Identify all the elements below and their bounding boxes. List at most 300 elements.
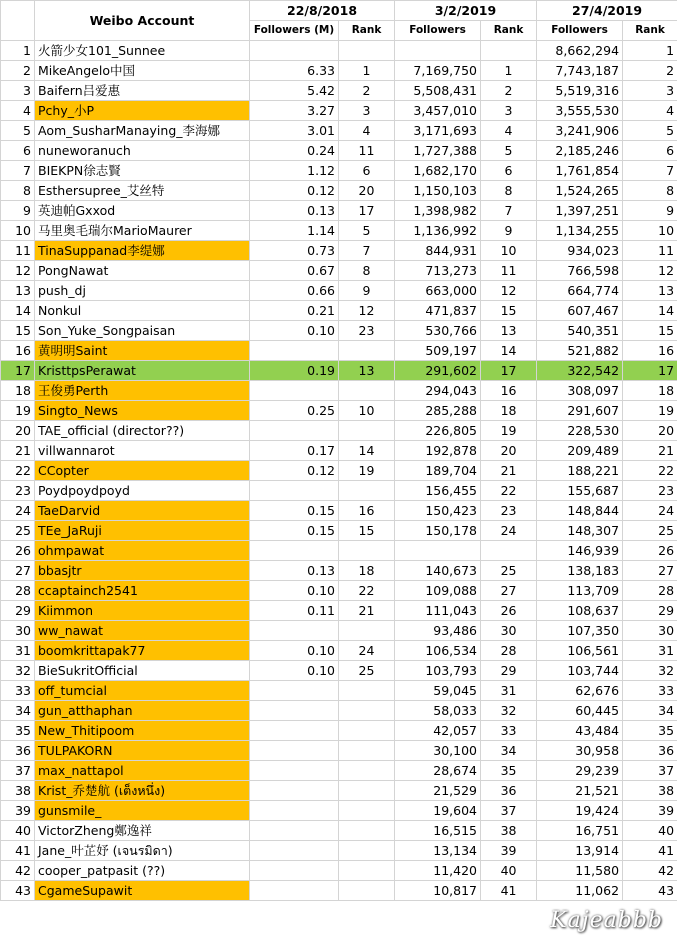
header-row-dates	[1, 1, 677, 21]
followers-m-2018: 0.12	[250, 181, 339, 201]
row-number: 43	[1, 881, 35, 901]
rank-feb-2019: 34	[481, 741, 537, 761]
row-number: 13	[1, 281, 35, 301]
followers-apr-2019: 21,521	[537, 781, 623, 801]
rank-2018: 12	[339, 301, 395, 321]
row-number: 3	[1, 81, 35, 101]
account-name: Baifern吕爱惠	[35, 81, 250, 101]
followers-feb-2019: 16,515	[395, 821, 481, 841]
followers-feb-2019: 93,486	[395, 621, 481, 641]
table-row	[1, 461, 677, 481]
followers-feb-2019: 156,455	[395, 481, 481, 501]
account-name: Kiimmon	[35, 601, 250, 621]
followers-apr-2019: 108,637	[537, 601, 623, 621]
followers-apr-2019: 43,484	[537, 721, 623, 741]
rank-feb-2019: 9	[481, 221, 537, 241]
table-row	[1, 801, 677, 821]
table-row	[1, 241, 677, 261]
table-row	[1, 401, 677, 421]
rank-feb-2019: 10	[481, 241, 537, 261]
followers-feb-2019: 150,178	[395, 521, 481, 541]
followers-feb-2019: 19,604	[395, 801, 481, 821]
followers-feb-2019: 109,088	[395, 581, 481, 601]
followers-apr-2019: 106,561	[537, 641, 623, 661]
followers-m-2018	[250, 781, 339, 801]
followers-apr-2019: 19,424	[537, 801, 623, 821]
account-name: 英迪帕Gxxod	[35, 201, 250, 221]
row-number: 22	[1, 461, 35, 481]
followers-apr-2019: 291,607	[537, 401, 623, 421]
row-number: 21	[1, 441, 35, 461]
followers-apr-2019: 3,241,906	[537, 121, 623, 141]
rank-2018	[339, 421, 395, 441]
rank-apr-2019: 37	[623, 761, 677, 781]
account-name: gun_atthaphan	[35, 701, 250, 721]
followers-feb-2019	[395, 41, 481, 61]
rank-2018	[339, 821, 395, 841]
table-row	[1, 701, 677, 721]
followers-m-2018: 0.66	[250, 281, 339, 301]
followers-m-2018	[250, 621, 339, 641]
rank-apr-2019: 26	[623, 541, 677, 561]
followers-m-2018	[250, 841, 339, 861]
followers-apr-2019: 146,939	[537, 541, 623, 561]
rank-feb-2019: 6	[481, 161, 537, 181]
account-name: villwannarot	[35, 441, 250, 461]
followers-m-2018: 0.24	[250, 141, 339, 161]
followers-m-2018: 0.13	[250, 561, 339, 581]
rank-feb-2019: 7	[481, 201, 537, 221]
rank-feb-2019	[481, 41, 537, 61]
rank-apr-2019: 34	[623, 701, 677, 721]
account-name: PongNawat	[35, 261, 250, 281]
rank-header-1: Rank	[339, 21, 395, 41]
row-number: 30	[1, 621, 35, 641]
followers-apr-2019: 148,844	[537, 501, 623, 521]
watermark-signature: Kajeabbb	[550, 908, 663, 933]
followers-feb-2019: 192,878	[395, 441, 481, 461]
rank-apr-2019: 36	[623, 741, 677, 761]
account-name: Nonkul	[35, 301, 250, 321]
followers-feb-2019: 111,043	[395, 601, 481, 621]
table-row	[1, 101, 677, 121]
rank-apr-2019: 14	[623, 301, 677, 321]
rank-feb-2019: 17	[481, 361, 537, 381]
date-header-feb-2019: 3/2/2019	[395, 1, 537, 21]
row-number: 11	[1, 241, 35, 261]
table-row	[1, 301, 677, 321]
followers-m-2018	[250, 381, 339, 401]
followers-feb-2019: 11,420	[395, 861, 481, 881]
followers-m-2018	[250, 541, 339, 561]
rank-feb-2019: 23	[481, 501, 537, 521]
rank-apr-2019: 3	[623, 81, 677, 101]
rank-feb-2019: 16	[481, 381, 537, 401]
row-number: 32	[1, 661, 35, 681]
rank-feb-2019: 21	[481, 461, 537, 481]
followers-apr-2019: 322,542	[537, 361, 623, 381]
followers-m-2018: 0.21	[250, 301, 339, 321]
table-body	[1, 41, 677, 901]
table-row	[1, 501, 677, 521]
account-name: max_nattapol	[35, 761, 250, 781]
followers-feb-2019: 28,674	[395, 761, 481, 781]
rank-feb-2019: 22	[481, 481, 537, 501]
rank-2018: 3	[339, 101, 395, 121]
followers-feb-2019: 1,727,388	[395, 141, 481, 161]
account-name: Krist_乔楚航 (เต็งหนึ่ง)	[35, 781, 250, 801]
rank-feb-2019: 41	[481, 881, 537, 901]
followers-apr-2019: 13,914	[537, 841, 623, 861]
account-name: 火箭少女101_Sunnee	[35, 41, 250, 61]
followers-apr-2019: 3,555,530	[537, 101, 623, 121]
rank-apr-2019: 9	[623, 201, 677, 221]
followers-feb-2019: 42,057	[395, 721, 481, 741]
followers-apr-2019: 60,445	[537, 701, 623, 721]
table-row	[1, 781, 677, 801]
rank-apr-2019: 16	[623, 341, 677, 361]
followers-feb-2019: 285,288	[395, 401, 481, 421]
followers-feb-2019: 189,704	[395, 461, 481, 481]
followers-apr-2019: 8,662,294	[537, 41, 623, 61]
row-number: 37	[1, 761, 35, 781]
rank-2018: 9	[339, 281, 395, 301]
rank-2018: 1	[339, 61, 395, 81]
followers-feb-2019: 471,837	[395, 301, 481, 321]
row-number: 2	[1, 61, 35, 81]
table-row	[1, 521, 677, 541]
table-row	[1, 641, 677, 661]
followers-m-2018: 1.12	[250, 161, 339, 181]
rank-2018: 15	[339, 521, 395, 541]
followers-apr-2019: 228,530	[537, 421, 623, 441]
rank-apr-2019: 6	[623, 141, 677, 161]
rank-2018	[339, 721, 395, 741]
rank-2018	[339, 861, 395, 881]
table-row	[1, 721, 677, 741]
rank-2018: 16	[339, 501, 395, 521]
rank-2018	[339, 541, 395, 561]
rank-apr-2019: 27	[623, 561, 677, 581]
rank-feb-2019: 26	[481, 601, 537, 621]
weibo-account-header: Weibo Account	[35, 1, 250, 41]
row-number: 25	[1, 521, 35, 541]
followers-apr-2019: 1,397,251	[537, 201, 623, 221]
followers-m-2018: 0.15	[250, 521, 339, 541]
account-name: Singto_News	[35, 401, 250, 421]
rank-feb-2019: 35	[481, 761, 537, 781]
followers-m-2018	[250, 861, 339, 881]
row-number: 8	[1, 181, 35, 201]
rank-feb-2019: 40	[481, 861, 537, 881]
row-number: 15	[1, 321, 35, 341]
table-row	[1, 281, 677, 301]
account-name: ww_nawat	[35, 621, 250, 641]
account-name: TaeDarvid	[35, 501, 250, 521]
table-row	[1, 421, 677, 441]
rank-2018	[339, 701, 395, 721]
followers-apr-2019: 155,687	[537, 481, 623, 501]
followers-feb-2019	[395, 541, 481, 561]
rank-feb-2019: 38	[481, 821, 537, 841]
followers-feb-2019: 1,150,103	[395, 181, 481, 201]
date-header-apr-2019: 27/4/2019	[537, 1, 677, 21]
row-number: 27	[1, 561, 35, 581]
followers-apr-2019: 5,519,316	[537, 81, 623, 101]
rank-feb-2019: 14	[481, 341, 537, 361]
followers-m-2018	[250, 481, 339, 501]
rank-apr-2019: 18	[623, 381, 677, 401]
account-name: cooper_patpasit (??)	[35, 861, 250, 881]
followers-feb-2019: 150,423	[395, 501, 481, 521]
row-number: 1	[1, 41, 35, 61]
followers-apr-2019: 107,350	[537, 621, 623, 641]
account-name: gunsmile_	[35, 801, 250, 821]
followers-m-2018: 0.19	[250, 361, 339, 381]
followers-m-2018: 0.17	[250, 441, 339, 461]
rank-2018: 8	[339, 261, 395, 281]
rank-apr-2019: 39	[623, 801, 677, 821]
account-name: TinaSuppanad李缇娜	[35, 241, 250, 261]
followers-apr-2019: 934,023	[537, 241, 623, 261]
followers-apr-2019: 29,239	[537, 761, 623, 781]
rank-2018: 5	[339, 221, 395, 241]
rank-apr-2019: 8	[623, 181, 677, 201]
rank-apr-2019: 20	[623, 421, 677, 441]
followers-apr-2019: 308,097	[537, 381, 623, 401]
followers-apr-2019: 7,743,187	[537, 61, 623, 81]
followers-feb-2019: 844,931	[395, 241, 481, 261]
followers-apr-2019: 113,709	[537, 581, 623, 601]
rank-apr-2019: 43	[623, 881, 677, 901]
rank-feb-2019: 20	[481, 441, 537, 461]
rank-2018: 7	[339, 241, 395, 261]
row-number: 35	[1, 721, 35, 741]
account-name: 王俊勇Perth	[35, 381, 250, 401]
rank-feb-2019: 31	[481, 681, 537, 701]
account-name: off_tumcial	[35, 681, 250, 701]
followers-m-2018: 0.25	[250, 401, 339, 421]
followers-m-2018: 0.10	[250, 641, 339, 661]
rank-feb-2019: 13	[481, 321, 537, 341]
row-number: 14	[1, 301, 35, 321]
rank-feb-2019: 33	[481, 721, 537, 741]
row-number: 10	[1, 221, 35, 241]
account-name: MikeAngelo中国	[35, 61, 250, 81]
account-name: CCopter	[35, 461, 250, 481]
row-number: 16	[1, 341, 35, 361]
rank-apr-2019: 41	[623, 841, 677, 861]
rank-2018	[339, 801, 395, 821]
rank-2018: 23	[339, 321, 395, 341]
followers-apr-2019: 11,580	[537, 861, 623, 881]
followers-apr-2019: 62,676	[537, 681, 623, 701]
rank-apr-2019: 17	[623, 361, 677, 381]
rank-apr-2019: 21	[623, 441, 677, 461]
rank-2018: 10	[339, 401, 395, 421]
rank-feb-2019: 27	[481, 581, 537, 601]
rank-apr-2019: 1	[623, 41, 677, 61]
rank-feb-2019: 18	[481, 401, 537, 421]
rank-apr-2019: 35	[623, 721, 677, 741]
rank-2018	[339, 41, 395, 61]
account-name: Esthersupree_艾丝特	[35, 181, 250, 201]
followers-apr-2019: 1,761,854	[537, 161, 623, 181]
rank-feb-2019: 11	[481, 261, 537, 281]
rank-apr-2019: 25	[623, 521, 677, 541]
rank-feb-2019: 29	[481, 661, 537, 681]
rank-apr-2019: 28	[623, 581, 677, 601]
row-number: 38	[1, 781, 35, 801]
followers-apr-2019: 1,524,265	[537, 181, 623, 201]
row-number: 28	[1, 581, 35, 601]
table-row	[1, 881, 677, 901]
account-name: Pchy_小P	[35, 101, 250, 121]
account-name: VictorZheng鄭逸祥	[35, 821, 250, 841]
followers-m-2018	[250, 681, 339, 701]
followers-apr-2019: 16,751	[537, 821, 623, 841]
account-name: push_dj	[35, 281, 250, 301]
rank-2018: 2	[339, 81, 395, 101]
rank-feb-2019: 19	[481, 421, 537, 441]
rank-feb-2019: 8	[481, 181, 537, 201]
followers-m-header: Followers (M)	[250, 21, 339, 41]
row-number: 9	[1, 201, 35, 221]
followers-apr-2019: 607,467	[537, 301, 623, 321]
account-name: Son_Yuke_Songpaisan	[35, 321, 250, 341]
rank-2018: 25	[339, 661, 395, 681]
followers-feb-2019: 3,457,010	[395, 101, 481, 121]
row-number: 42	[1, 861, 35, 881]
rank-apr-2019: 15	[623, 321, 677, 341]
rank-2018	[339, 481, 395, 501]
followers-feb-2019: 3,171,693	[395, 121, 481, 141]
rank-apr-2019: 29	[623, 601, 677, 621]
corner-cell	[1, 1, 35, 41]
rank-feb-2019	[481, 541, 537, 561]
table-row	[1, 441, 677, 461]
table-row	[1, 601, 677, 621]
followers-apr-2019: 188,221	[537, 461, 623, 481]
followers-feb-2019: 1,136,992	[395, 221, 481, 241]
rank-apr-2019: 24	[623, 501, 677, 521]
followers-feb-2019: 58,033	[395, 701, 481, 721]
row-number: 34	[1, 701, 35, 721]
rank-2018: 14	[339, 441, 395, 461]
table-row	[1, 561, 677, 581]
table-row	[1, 661, 677, 681]
table-row	[1, 381, 677, 401]
followers-m-2018	[250, 761, 339, 781]
table-row	[1, 481, 677, 501]
rank-apr-2019: 7	[623, 161, 677, 181]
followers-m-2018: 0.13	[250, 201, 339, 221]
table-row	[1, 761, 677, 781]
followers-m-2018	[250, 421, 339, 441]
row-number: 39	[1, 801, 35, 821]
rank-feb-2019: 32	[481, 701, 537, 721]
rank-2018: 18	[339, 561, 395, 581]
followers-m-2018: 0.67	[250, 261, 339, 281]
rank-2018: 21	[339, 601, 395, 621]
rank-apr-2019: 11	[623, 241, 677, 261]
rank-2018	[339, 841, 395, 861]
rank-2018	[339, 781, 395, 801]
followers-m-2018	[250, 741, 339, 761]
followers-apr-2019: 766,598	[537, 261, 623, 281]
followers-apr-2019: 521,882	[537, 341, 623, 361]
followers-feb-2019: 713,273	[395, 261, 481, 281]
rank-feb-2019: 36	[481, 781, 537, 801]
followers-feb-2019: 103,793	[395, 661, 481, 681]
row-number: 18	[1, 381, 35, 401]
followers-feb-2019: 106,534	[395, 641, 481, 661]
rank-2018	[339, 761, 395, 781]
table-row	[1, 161, 677, 181]
followers-m-2018: 5.42	[250, 81, 339, 101]
account-name: BIEKPN徐志賢	[35, 161, 250, 181]
rank-feb-2019: 4	[481, 121, 537, 141]
followers-m-2018: 0.15	[250, 501, 339, 521]
followers-feb-2019: 294,043	[395, 381, 481, 401]
followers-feb-2019: 13,134	[395, 841, 481, 861]
account-name: TULPAKORN	[35, 741, 250, 761]
table-row	[1, 321, 677, 341]
followers-feb-2019: 30,100	[395, 741, 481, 761]
rank-header-2: Rank	[481, 21, 537, 41]
account-name: Poydpoydpoyd	[35, 481, 250, 501]
rank-feb-2019: 5	[481, 141, 537, 161]
followers-feb-2019: 59,045	[395, 681, 481, 701]
rank-apr-2019: 22	[623, 461, 677, 481]
table-row	[1, 121, 677, 141]
followers-apr-2019: 2,185,246	[537, 141, 623, 161]
table-row	[1, 221, 677, 241]
table-row	[1, 841, 677, 861]
table-row	[1, 201, 677, 221]
followers-apr-2019: 209,489	[537, 441, 623, 461]
table-row	[1, 741, 677, 761]
rank-feb-2019: 24	[481, 521, 537, 541]
followers-feb-2019: 509,197	[395, 341, 481, 361]
followers-feb-2019: 1,682,170	[395, 161, 481, 181]
followers-apr-2019: 138,183	[537, 561, 623, 581]
row-number: 12	[1, 261, 35, 281]
account-name: boomkrittapak77	[35, 641, 250, 661]
rank-header-3: Rank	[623, 21, 677, 41]
followers-m-2018: 0.10	[250, 661, 339, 681]
account-name: KristtpsPerawat	[35, 361, 250, 381]
rank-apr-2019: 5	[623, 121, 677, 141]
rank-feb-2019: 37	[481, 801, 537, 821]
account-name: TAE_official (director??)	[35, 421, 250, 441]
rank-apr-2019: 19	[623, 401, 677, 421]
account-name: 黄明明Saint	[35, 341, 250, 361]
followers-feb-2019: 7,169,750	[395, 61, 481, 81]
followers-feb-2019: 21,529	[395, 781, 481, 801]
followers-m-2018: 3.01	[250, 121, 339, 141]
table-row	[1, 861, 677, 881]
account-name: Jane_叶芷妤 (เจนรมิดา)	[35, 841, 250, 861]
account-name: nuneworanuch	[35, 141, 250, 161]
table-row	[1, 141, 677, 161]
table-row	[1, 581, 677, 601]
table-row	[1, 261, 677, 281]
rank-2018: 17	[339, 201, 395, 221]
rank-apr-2019: 23	[623, 481, 677, 501]
table-row	[1, 81, 677, 101]
rank-apr-2019: 33	[623, 681, 677, 701]
